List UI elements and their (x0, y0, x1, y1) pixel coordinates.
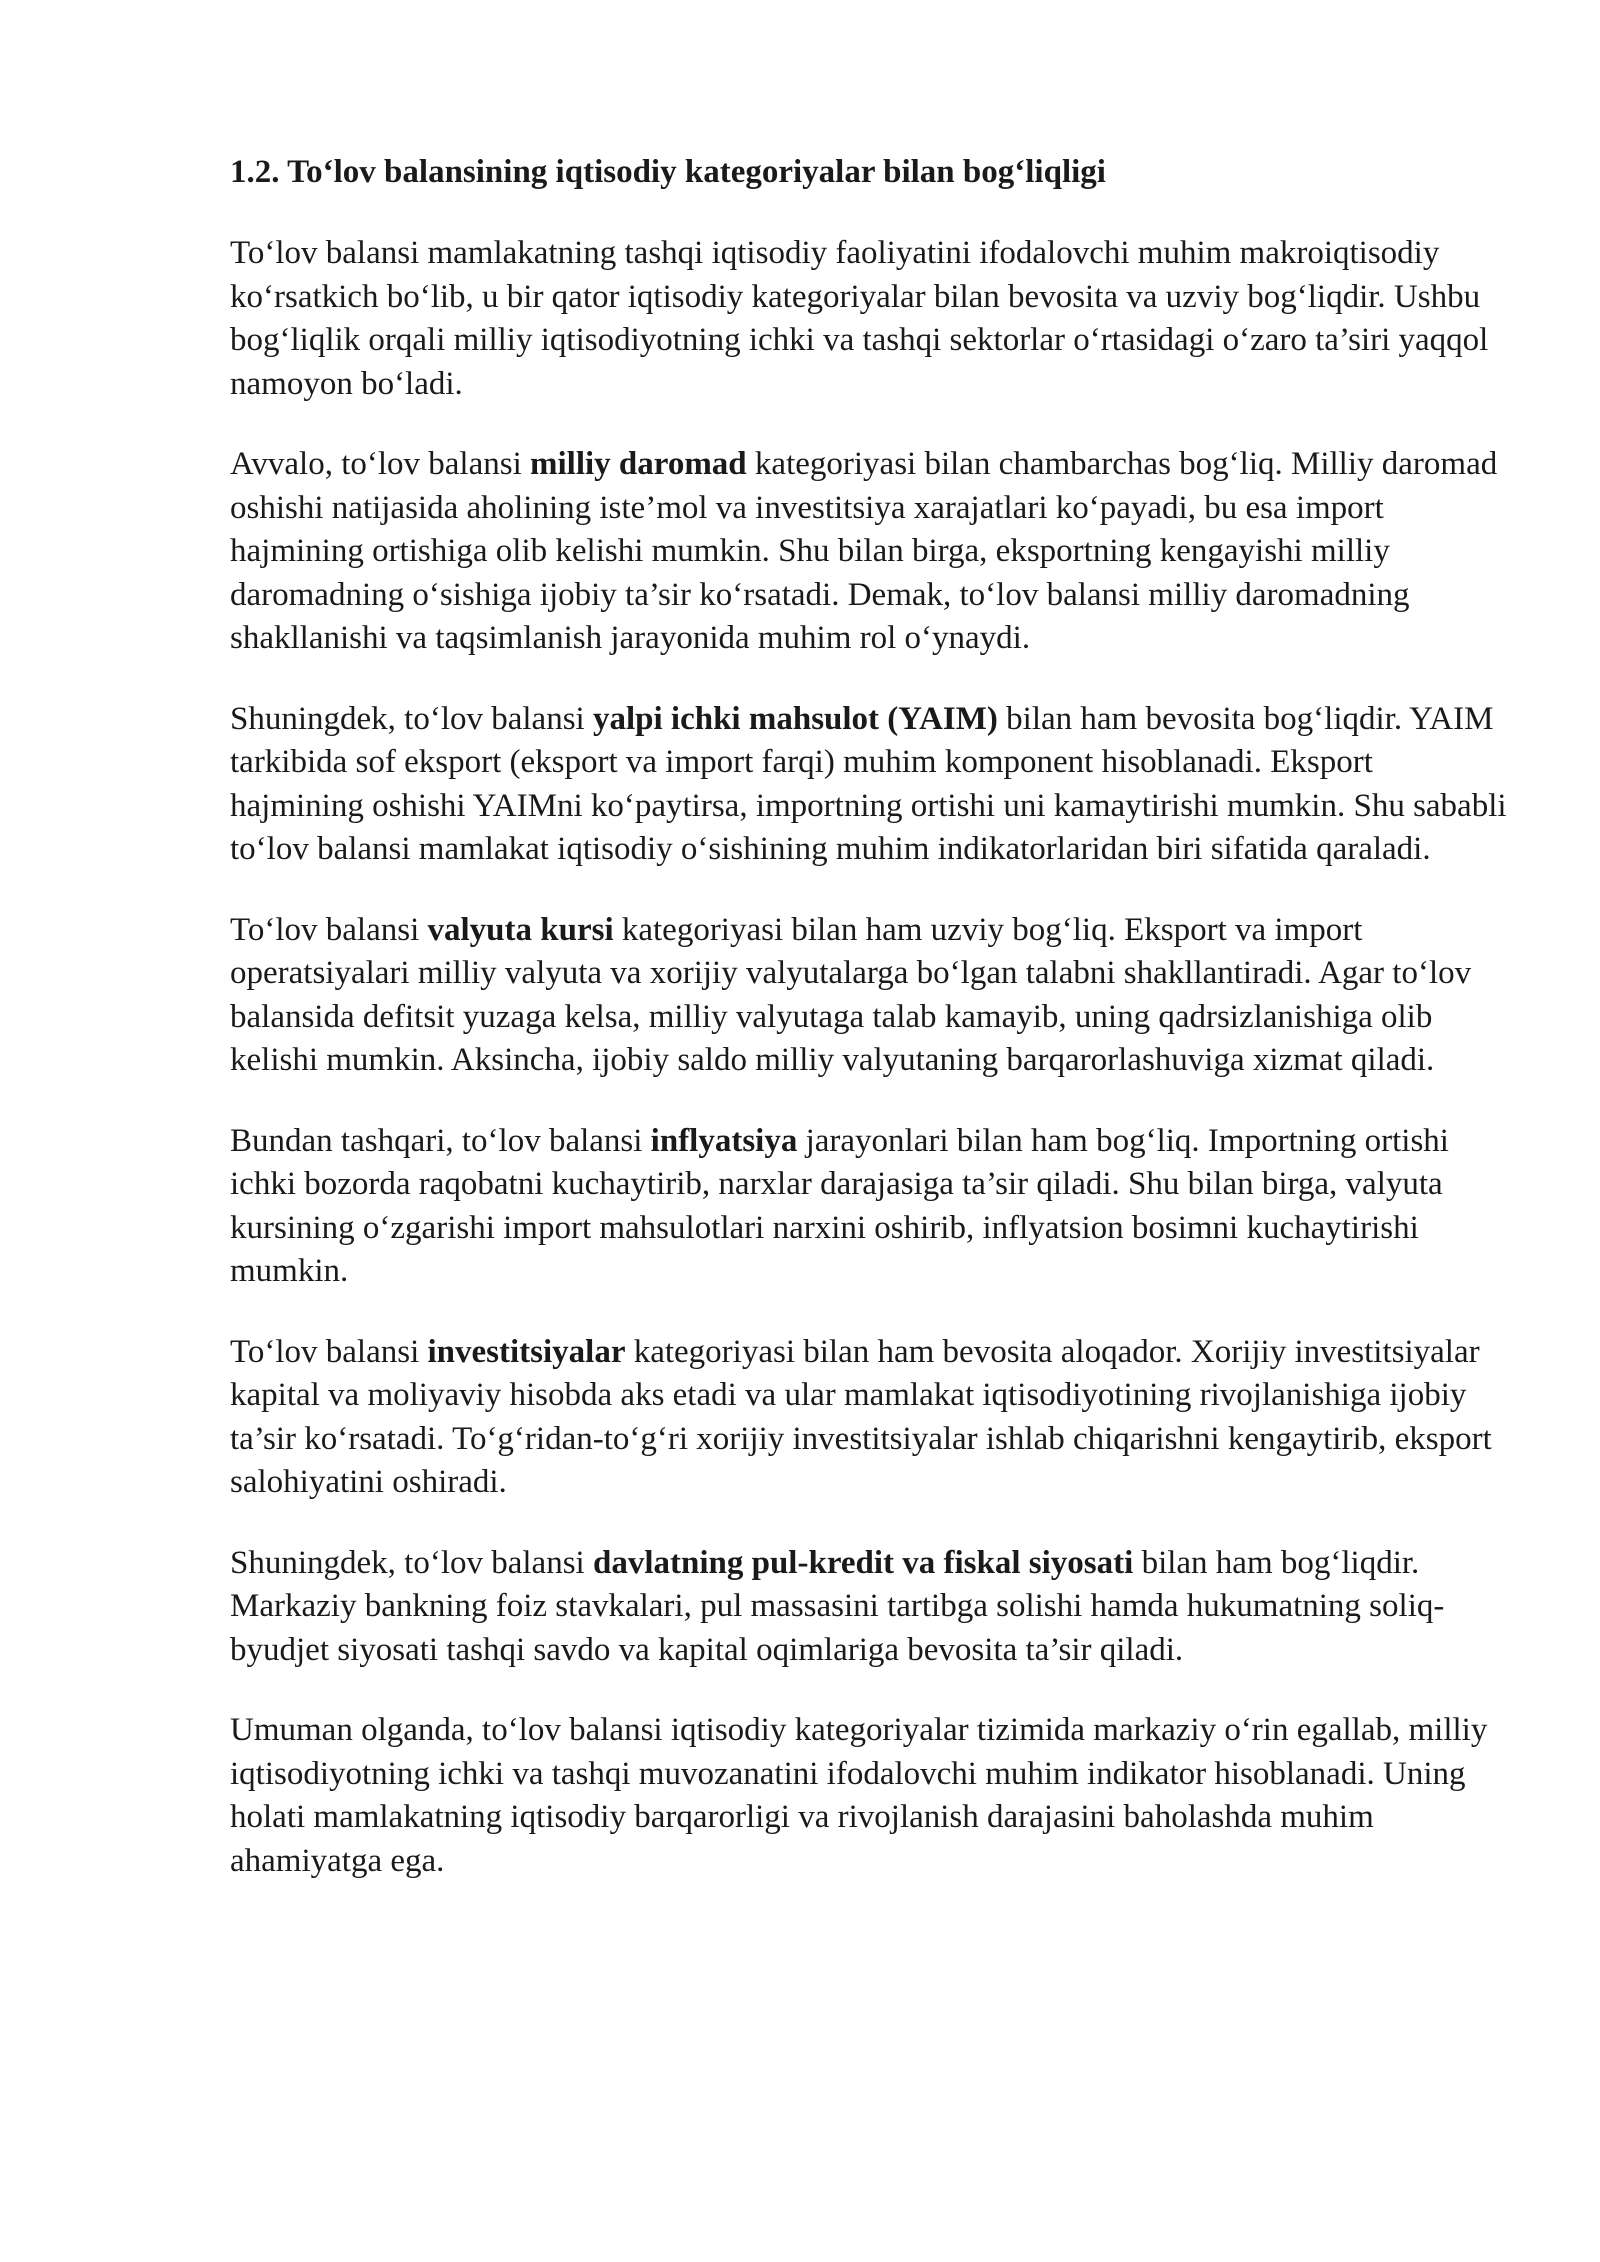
paragraph-intro (230, 232, 1510, 406)
paragraph-investments (230, 1331, 1510, 1505)
paragraph-text-before: Avvalo, to‘lov balansi (230, 446, 530, 482)
paragraph-gdp (230, 698, 1510, 872)
paragraph-bold-term: investitsiyalar (427, 1333, 626, 1370)
paragraph-bold-term: davlatning pul-kredit va fiskal siyosati (592, 1544, 1134, 1581)
paragraph-text-after: bilan ham bog‘liqdir. Markaziy bankning foiz stavkalari, pul massasini tartibga solishi hamda hukumatning soliq-byudjet siyosati tashqi savdo va kapital oqimlariga bevosita ta’sir qiladi. (230, 1544, 1445, 1668)
paragraph-text-after: kategoriyasi bilan ham uzviy bog‘liq. Eksport va import operatsiyalari milliy valyuta va xorijiy valyutalarga bo‘lgan talabni shakllantiradi. Agar to‘lov balansida defitsit yuzaga kelsa, milliy valyutaga talab kamayib, uning qadrsizlanishiga olib kelishi mumkin. Aksincha, ijobiy saldo milliy valyutaning barqarorlashuviga xizmat qiladi. (230, 911, 1472, 1078)
paragraph-text-after: kategoriyasi bilan chambarchas bog‘liq. Milliy daromad oshishi natijasida aholining iste’mol va investitsiya xarajatlari ko‘payadi, bu esa import hajmining ortishiga olib kelishi mumkin. Shu bilan birga, eksportning kengayishi milliy daromadning o‘sishiga ijobiy ta’sir ko‘rsatadi. Demak, to‘lov balansi milliy daromadning shakllanishi va taqsimlanish jarayonida muhim rol o‘ynaydi. (230, 446, 1498, 656)
paragraph-text-before: Shuningdek, to‘lov balansi (230, 700, 593, 737)
paragraph-text-after: bilan ham bevosita bog‘liqdir. YAIM tarkibida sof eksport (eksport va import farqi) muhim komponent hisoblanadi. Eksport hajmining oshishi YAIMni ko‘paytirsa, importning ortishi uni kamaytirishi mumkin. Shu sababli to‘lov balansi mamlakat iqtisodiy o‘sishining muhim indikatorlaridan biri sifatida qaraladi. (230, 700, 1507, 867)
paragraph-bold-term: valyuta kursi (427, 911, 614, 948)
paragraph-bold-term: milliy daromad (530, 446, 747, 482)
paragraph-text: Umuman olganda, to‘lov balansi iqtisodiy kategoriyalar tizimida markaziy o‘rin egallab, milliy iqtisodiyotning ichki va tashqi muvozanatini ifodalovchi muhim indikator hisoblanadi. Uning holati mamlakatning iqtisodiy barqarorligi va rivojlanish darajasini baholashda muhim ahamiyatga ega. (230, 1712, 1488, 1879)
paragraph-bold-term: inflyatsiya (650, 1122, 798, 1159)
paragraph-text-before: Shuningdek, to‘lov balansi (230, 1544, 593, 1581)
paragraph-text-after: kategoriyasi bilan ham bevosita aloqador. Xorijiy investitsiyalar kapital va moliyaviy hisobda aks etadi va ular mamlakat iqtisodiyotining rivojlanishiga ijobiy ta’sir ko‘rsatadi. To‘g‘ridan-to‘g‘ri xorijiy investitsiyalar ishlab chiqarishni kengaytirib, eksport salohiyatini oshiradi. (230, 1333, 1492, 1500)
paragraph-text-before: To‘lov balansi (230, 911, 428, 948)
paragraph-exchange-rate (230, 909, 1510, 1083)
paragraph-text: To‘lov balansi mamlakatning tashqi iqtisodiy faoliyatini ifodalovchi muhim makroiqtisodiy ko‘rsatkich bo‘lib, u bir qator iqtisodiy kategoriyalar bilan bevosita va uzviy bog‘liqdir. Ushbu bog‘liqlik orqali milliy iqtisodiyotning ichki va tashqi sektorlar o‘rtasidagi o‘zaro ta’siri yaqqol namoyon bo‘ladi. (230, 235, 1489, 402)
paragraph-national-income (230, 443, 1510, 661)
paragraph-inflation (230, 1120, 1510, 1294)
section-heading: 1.2. To‘lov balansining iqtisodiy kategoriyalar bilan bog‘liqligi (230, 154, 1106, 190)
paragraph-text-before: Bundan tashqari, to‘lov balansi (230, 1122, 651, 1159)
paragraph-text-before: To‘lov balansi (230, 1333, 428, 1370)
paragraph-monetary-fiscal-policy (230, 1542, 1510, 1673)
document-body (230, 150, 1510, 1920)
paragraph-text-after: jarayonlari bilan ham bog‘liq. Importning ortishi ichki bozorda raqobatni kuchaytirib, narxlar darajasiga ta’sir qiladi. Shu bilan birga, valyuta kursining o‘zgarishi import mahsulotlari narxini oshirib, inflyatsion bosimni kuchaytirishi mumkin. (230, 1122, 1449, 1289)
paragraph-bold-term: yalpi ichki mahsulot (YAIM) (592, 700, 998, 737)
paragraph-conclusion (230, 1709, 1510, 1883)
